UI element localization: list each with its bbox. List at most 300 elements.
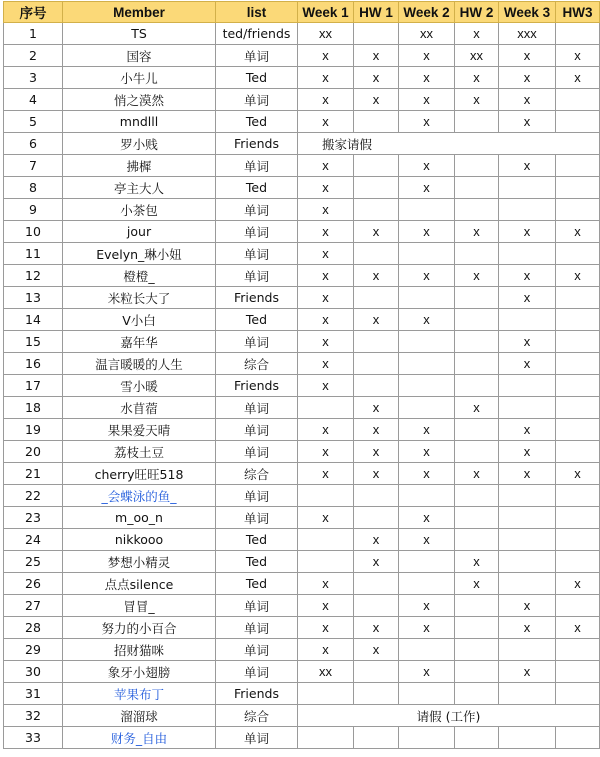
row-index[interactable]: 20 (4, 441, 63, 463)
week-2-cell[interactable] (399, 375, 455, 397)
hw-1-cell[interactable]: x (354, 441, 399, 463)
hw-1-cell[interactable]: x (354, 265, 399, 287)
list-type[interactable]: Ted (216, 309, 298, 331)
week-3-cell[interactable]: x (499, 441, 556, 463)
hw-3-cell[interactable]: x (556, 617, 600, 639)
hw-3-cell[interactable] (556, 661, 600, 683)
hw-1-cell[interactable]: x (354, 309, 399, 331)
list-type[interactable]: 单词 (216, 243, 298, 265)
week-1-cell[interactable] (298, 397, 354, 419)
hw-1-cell[interactable]: x (354, 89, 399, 111)
hw-1-cell[interactable] (354, 155, 399, 177)
header-member[interactable]: Member (63, 2, 216, 23)
member-name[interactable]: 点点silence (63, 573, 216, 595)
hw-3-cell[interactable] (556, 243, 600, 265)
week-2-cell[interactable]: x (399, 463, 455, 485)
week-3-cell[interactable]: x (499, 111, 556, 133)
row-index[interactable]: 11 (4, 243, 63, 265)
week-2-cell[interactable]: x (399, 155, 455, 177)
week-1-cell[interactable]: x (298, 441, 354, 463)
hw-3-cell[interactable] (556, 419, 600, 441)
row-index[interactable]: 30 (4, 661, 63, 683)
week-2-cell[interactable] (399, 331, 455, 353)
week-3-cell[interactable] (499, 177, 556, 199)
member-name[interactable]: 象牙小翅膀 (63, 661, 216, 683)
week-1-cell[interactable]: xx (298, 23, 354, 45)
list-type[interactable]: 单词 (216, 661, 298, 683)
week-1-cell[interactable]: x (298, 199, 354, 221)
hw-2-cell[interactable]: x (455, 221, 499, 243)
week-3-cell[interactable] (499, 199, 556, 221)
hw-1-cell[interactable]: x (354, 551, 399, 573)
week-1-cell[interactable]: x (298, 67, 354, 89)
week-3-cell[interactable]: x (499, 89, 556, 111)
note-cell[interactable]: 请假 (工作) (298, 705, 600, 727)
week-1-cell[interactable]: x (298, 617, 354, 639)
hw-3-cell[interactable] (556, 595, 600, 617)
hw-2-cell[interactable] (455, 661, 499, 683)
member-name[interactable]: Evelyn_琳小妞 (63, 243, 216, 265)
member-name[interactable]: 水苜蓿 (63, 397, 216, 419)
week-1-cell[interactable] (298, 683, 354, 705)
hw-1-cell[interactable] (354, 595, 399, 617)
hw-1-cell[interactable] (354, 485, 399, 507)
member-name[interactable]: 米粒长大了 (63, 287, 216, 309)
week-1-cell[interactable] (298, 485, 354, 507)
member-name[interactable]: 国容 (63, 45, 216, 67)
row-index[interactable]: 27 (4, 595, 63, 617)
hw-2-cell[interactable] (455, 727, 499, 749)
week-3-cell[interactable]: x (499, 419, 556, 441)
week-2-cell[interactable] (399, 287, 455, 309)
row-index[interactable]: 9 (4, 199, 63, 221)
list-type[interactable]: 单词 (216, 639, 298, 661)
hw-1-cell[interactable] (354, 331, 399, 353)
header-index[interactable]: 序号 (4, 2, 63, 23)
row-index[interactable]: 17 (4, 375, 63, 397)
week-3-cell[interactable]: x (499, 265, 556, 287)
row-index[interactable]: 15 (4, 331, 63, 353)
week-1-cell[interactable]: x (298, 265, 354, 287)
hw-3-cell[interactable] (556, 331, 600, 353)
hw-2-cell[interactable] (455, 309, 499, 331)
list-type[interactable]: 综合 (216, 463, 298, 485)
list-type[interactable]: Friends (216, 375, 298, 397)
week-1-cell[interactable]: x (298, 639, 354, 661)
list-type[interactable]: Ted (216, 67, 298, 89)
member-name[interactable]: jour (63, 221, 216, 243)
week-3-cell[interactable]: x (499, 287, 556, 309)
hw-2-cell[interactable] (455, 199, 499, 221)
row-index[interactable]: 33 (4, 727, 63, 749)
week-1-cell[interactable]: x (298, 221, 354, 243)
hw-1-cell[interactable] (354, 243, 399, 265)
list-type[interactable]: 单词 (216, 199, 298, 221)
member-name[interactable]: 嘉年华 (63, 331, 216, 353)
hw-2-cell[interactable] (455, 617, 499, 639)
row-index[interactable]: 16 (4, 353, 63, 375)
list-type[interactable]: 单词 (216, 485, 298, 507)
member-name[interactable]: 梦想小精灵 (63, 551, 216, 573)
header-hw-2[interactable]: HW 2 (455, 2, 499, 23)
hw-2-cell[interactable] (455, 353, 499, 375)
hw-3-cell[interactable] (556, 111, 600, 133)
week-3-cell[interactable] (499, 375, 556, 397)
week-3-cell[interactable] (499, 639, 556, 661)
header-week-2[interactable]: Week 2 (399, 2, 455, 23)
week-2-cell[interactable]: x (399, 507, 455, 529)
hw-3-cell[interactable]: x (556, 221, 600, 243)
hw-3-cell[interactable]: x (556, 573, 600, 595)
week-1-cell[interactable]: x (298, 353, 354, 375)
hw-2-cell[interactable] (455, 243, 499, 265)
hw-2-cell[interactable] (455, 419, 499, 441)
hw-2-cell[interactable] (455, 639, 499, 661)
week-1-cell[interactable] (298, 529, 354, 551)
header-list[interactable]: list (216, 2, 298, 23)
list-type[interactable]: 单词 (216, 45, 298, 67)
row-index[interactable]: 10 (4, 221, 63, 243)
week-3-cell[interactable]: x (499, 661, 556, 683)
week-1-cell[interactable]: x (298, 177, 354, 199)
week-2-cell[interactable] (399, 243, 455, 265)
week-1-cell[interactable]: x (298, 287, 354, 309)
hw-3-cell[interactable] (556, 177, 600, 199)
week-3-cell[interactable]: x (499, 155, 556, 177)
week-2-cell[interactable]: x (399, 67, 455, 89)
hw-3-cell[interactable] (556, 441, 600, 463)
hw-3-cell[interactable] (556, 375, 600, 397)
row-index[interactable]: 2 (4, 45, 63, 67)
week-2-cell[interactable]: x (399, 661, 455, 683)
hw-3-cell[interactable] (556, 309, 600, 331)
table-row (4, 353, 600, 375)
member-name[interactable]: _会蝶泳的鱼_ (63, 485, 216, 507)
week-3-cell[interactable] (499, 551, 556, 573)
header-week-3[interactable]: Week 3 (499, 2, 556, 23)
hw-1-cell[interactable]: x (354, 617, 399, 639)
member-name[interactable]: 果果爱天晴 (63, 419, 216, 441)
list-type[interactable]: Ted (216, 111, 298, 133)
row-index[interactable]: 3 (4, 67, 63, 89)
hw-3-cell[interactable]: x (556, 45, 600, 67)
hw-3-cell[interactable] (556, 529, 600, 551)
member-name[interactable]: 溜溜球 (63, 705, 216, 727)
hw-3-cell[interactable] (556, 155, 600, 177)
row-index[interactable]: 8 (4, 177, 63, 199)
list-type[interactable]: 单词 (216, 397, 298, 419)
week-1-cell[interactable] (298, 727, 354, 749)
week-2-cell[interactable]: x (399, 617, 455, 639)
week-1-cell[interactable]: x (298, 507, 354, 529)
week-2-cell[interactable]: x (399, 45, 455, 67)
week-1-cell[interactable]: x (298, 573, 354, 595)
week-2-cell[interactable] (399, 573, 455, 595)
hw-2-cell[interactable]: x (455, 397, 499, 419)
row-index[interactable]: 1 (4, 23, 63, 45)
hw-2-cell[interactable] (455, 111, 499, 133)
row-index[interactable]: 29 (4, 639, 63, 661)
member-name[interactable]: cherry旺旺518 (63, 463, 216, 485)
hw-2-cell[interactable] (455, 441, 499, 463)
hw-1-cell[interactable] (354, 23, 399, 45)
week-1-cell[interactable]: x (298, 155, 354, 177)
week-1-cell[interactable]: x (298, 419, 354, 441)
member-name[interactable]: 财务_自由 (63, 727, 216, 749)
week-1-cell[interactable]: x (298, 463, 354, 485)
hw-2-cell[interactable] (455, 507, 499, 529)
hw-1-cell[interactable] (354, 507, 399, 529)
week-2-cell[interactable]: x (399, 419, 455, 441)
list-type[interactable]: 单词 (216, 331, 298, 353)
week-3-cell[interactable]: x (499, 463, 556, 485)
row-index[interactable]: 14 (4, 309, 63, 331)
member-name[interactable]: TS (63, 23, 216, 45)
hw-3-cell[interactable]: x (556, 67, 600, 89)
week-3-cell[interactable]: x (499, 221, 556, 243)
member-name[interactable]: 冒冒_ (63, 595, 216, 617)
hw-2-cell[interactable]: x (455, 551, 499, 573)
hw-2-cell[interactable] (455, 683, 499, 705)
hw-1-cell[interactable] (354, 111, 399, 133)
list-type[interactable]: Friends (216, 683, 298, 705)
member-name[interactable]: 苹果布丁 (63, 683, 216, 705)
hw-3-cell[interactable] (556, 683, 600, 705)
week-1-cell[interactable]: x (298, 45, 354, 67)
week-3-cell[interactable] (499, 529, 556, 551)
week-3-cell[interactable]: x (499, 617, 556, 639)
week-1-cell[interactable]: x (298, 111, 354, 133)
list-type[interactable]: 单词 (216, 89, 298, 111)
week-2-cell[interactable] (399, 683, 455, 705)
hw-3-cell[interactable] (556, 727, 600, 749)
member-name[interactable]: 悄之漠然 (63, 89, 216, 111)
row-index[interactable]: 19 (4, 419, 63, 441)
note-cell[interactable]: 搬家请假 (298, 133, 600, 155)
row-index[interactable]: 28 (4, 617, 63, 639)
week-3-cell[interactable] (499, 309, 556, 331)
list-type[interactable]: Ted (216, 177, 298, 199)
week-2-cell[interactable] (399, 639, 455, 661)
hw-1-cell[interactable]: x (354, 529, 399, 551)
week-2-cell[interactable]: x (399, 309, 455, 331)
member-name[interactable]: 招财猫咪 (63, 639, 216, 661)
week-3-cell[interactable] (499, 573, 556, 595)
list-type[interactable]: 单词 (216, 441, 298, 463)
list-type[interactable]: Friends (216, 133, 298, 155)
header-week-1[interactable]: Week 1 (298, 2, 354, 23)
member-name[interactable]: 罗小贱 (63, 133, 216, 155)
week-2-cell[interactable]: xx (399, 23, 455, 45)
hw-1-cell[interactable] (354, 661, 399, 683)
member-name[interactable]: 努力的小百合 (63, 617, 216, 639)
hw-2-cell[interactable] (455, 595, 499, 617)
hw-2-cell[interactable] (455, 155, 499, 177)
hw-3-cell[interactable] (556, 287, 600, 309)
week-3-cell[interactable] (499, 727, 556, 749)
week-2-cell[interactable] (399, 727, 455, 749)
member-name[interactable]: 小茶包 (63, 199, 216, 221)
week-2-cell[interactable] (399, 353, 455, 375)
member-name[interactable]: 拂樨 (63, 155, 216, 177)
hw-3-cell[interactable] (556, 507, 600, 529)
hw-1-cell[interactable]: x (354, 45, 399, 67)
week-2-cell[interactable] (399, 551, 455, 573)
week-3-cell[interactable] (499, 243, 556, 265)
hw-2-cell[interactable] (455, 177, 499, 199)
row-index[interactable]: 13 (4, 287, 63, 309)
hw-1-cell[interactable]: x (354, 419, 399, 441)
hw-2-cell[interactable]: x (455, 89, 499, 111)
list-type[interactable]: Friends (216, 287, 298, 309)
member-name[interactable]: 亭主大人 (63, 177, 216, 199)
week-3-cell[interactable]: x (499, 353, 556, 375)
member-name[interactable]: 温言暖暖的人生 (63, 353, 216, 375)
hw-1-cell[interactable] (354, 727, 399, 749)
week-3-cell[interactable] (499, 397, 556, 419)
hw-3-cell[interactable] (556, 485, 600, 507)
hw-2-cell[interactable]: xx (455, 45, 499, 67)
member-name[interactable]: 小牛儿 (63, 67, 216, 89)
hw-2-cell[interactable]: x (455, 573, 499, 595)
list-type[interactable]: Ted (216, 551, 298, 573)
hw-1-cell[interactable] (354, 199, 399, 221)
hw-3-cell[interactable] (556, 23, 600, 45)
row-index[interactable]: 4 (4, 89, 63, 111)
table-body (4, 23, 600, 749)
week-3-cell[interactable] (499, 485, 556, 507)
week-2-cell[interactable] (399, 199, 455, 221)
hw-3-cell[interactable]: x (556, 463, 600, 485)
hw-2-cell[interactable] (455, 529, 499, 551)
week-3-cell[interactable]: x (499, 67, 556, 89)
week-1-cell[interactable]: x (298, 243, 354, 265)
hw-2-cell[interactable]: x (455, 67, 499, 89)
hw-3-cell[interactable] (556, 353, 600, 375)
week-1-cell[interactable]: x (298, 89, 354, 111)
row-index[interactable]: 24 (4, 529, 63, 551)
hw-1-cell[interactable] (354, 353, 399, 375)
hw-1-cell[interactable] (354, 573, 399, 595)
list-type[interactable]: 单词 (216, 727, 298, 749)
week-1-cell[interactable]: xx (298, 661, 354, 683)
member-name[interactable]: m_oo_n (63, 507, 216, 529)
list-type[interactable]: 单词 (216, 595, 298, 617)
hw-1-cell[interactable] (354, 683, 399, 705)
week-2-cell[interactable]: x (399, 265, 455, 287)
list-type[interactable]: 单词 (216, 221, 298, 243)
hw-2-cell[interactable]: x (455, 23, 499, 45)
week-3-cell[interactable]: x (499, 45, 556, 67)
hw-1-cell[interactable]: x (354, 397, 399, 419)
list-type[interactable]: 综合 (216, 705, 298, 727)
row-index[interactable]: 23 (4, 507, 63, 529)
member-name[interactable]: nikkooo (63, 529, 216, 551)
week-2-cell[interactable]: x (399, 595, 455, 617)
week-2-cell[interactable]: x (399, 89, 455, 111)
hw-2-cell[interactable] (455, 287, 499, 309)
row-index[interactable]: 18 (4, 397, 63, 419)
hw-3-cell[interactable] (556, 551, 600, 573)
member-name[interactable]: V小白 (63, 309, 216, 331)
row-index[interactable]: 31 (4, 683, 63, 705)
week-2-cell[interactable]: x (399, 111, 455, 133)
week-2-cell[interactable] (399, 397, 455, 419)
hw-1-cell[interactable]: x (354, 463, 399, 485)
hw-3-cell[interactable] (556, 397, 600, 419)
hw-3-cell[interactable]: x (556, 265, 600, 287)
week-2-cell[interactable]: x (399, 441, 455, 463)
member-name[interactable]: 橙橙_ (63, 265, 216, 287)
table-row (4, 507, 600, 529)
row-index[interactable]: 25 (4, 551, 63, 573)
hw-1-cell[interactable] (354, 287, 399, 309)
hw-3-cell[interactable] (556, 639, 600, 661)
row-index[interactable]: 21 (4, 463, 63, 485)
week-2-cell[interactable]: x (399, 529, 455, 551)
member-name[interactable]: 雪小暖 (63, 375, 216, 397)
week-1-cell[interactable]: x (298, 595, 354, 617)
week-1-cell[interactable] (298, 551, 354, 573)
hw-1-cell[interactable]: x (354, 67, 399, 89)
hw-3-cell[interactable] (556, 89, 600, 111)
hw-2-cell[interactable] (455, 331, 499, 353)
list-type[interactable]: 单词 (216, 617, 298, 639)
hw-3-cell[interactable] (556, 199, 600, 221)
header-hw-3[interactable]: HW3 (556, 2, 600, 23)
hw-1-cell[interactable]: x (354, 221, 399, 243)
hw-2-cell[interactable] (455, 485, 499, 507)
member-name[interactable]: 荔枝土豆 (63, 441, 216, 463)
list-type[interactable]: ted/friends (216, 23, 298, 45)
hw-2-cell[interactable] (455, 375, 499, 397)
week-3-cell[interactable]: x (499, 595, 556, 617)
list-type[interactable]: 综合 (216, 353, 298, 375)
hw-1-cell[interactable] (354, 375, 399, 397)
table-row (4, 617, 600, 639)
list-type[interactable]: Ted (216, 529, 298, 551)
week-2-cell[interactable]: x (399, 177, 455, 199)
week-3-cell[interactable]: xxx (499, 23, 556, 45)
week-3-cell[interactable] (499, 683, 556, 705)
hw-2-cell[interactable]: x (455, 265, 499, 287)
row-index[interactable]: 26 (4, 573, 63, 595)
list-type[interactable]: Ted (216, 573, 298, 595)
list-type[interactable]: 单词 (216, 265, 298, 287)
row-index[interactable]: 5 (4, 111, 63, 133)
week-1-cell[interactable]: x (298, 375, 354, 397)
row-index[interactable]: 22 (4, 485, 63, 507)
week-1-cell[interactable]: x (298, 331, 354, 353)
hw-2-cell[interactable]: x (455, 463, 499, 485)
week-3-cell[interactable]: x (499, 331, 556, 353)
week-1-cell[interactable]: x (298, 309, 354, 331)
hw-1-cell[interactable]: x (354, 639, 399, 661)
list-type[interactable]: 单词 (216, 507, 298, 529)
list-type[interactable]: 单词 (216, 419, 298, 441)
member-name[interactable]: mndlll (63, 111, 216, 133)
row-index[interactable]: 7 (4, 155, 63, 177)
row-index[interactable]: 6 (4, 133, 63, 155)
hw-1-cell[interactable] (354, 177, 399, 199)
row-index[interactable]: 12 (4, 265, 63, 287)
week-2-cell[interactable]: x (399, 221, 455, 243)
header-hw-1[interactable]: HW 1 (354, 2, 399, 23)
row-index[interactable]: 32 (4, 705, 63, 727)
week-2-cell[interactable] (399, 485, 455, 507)
week-3-cell[interactable] (499, 507, 556, 529)
list-type[interactable]: 单词 (216, 155, 298, 177)
